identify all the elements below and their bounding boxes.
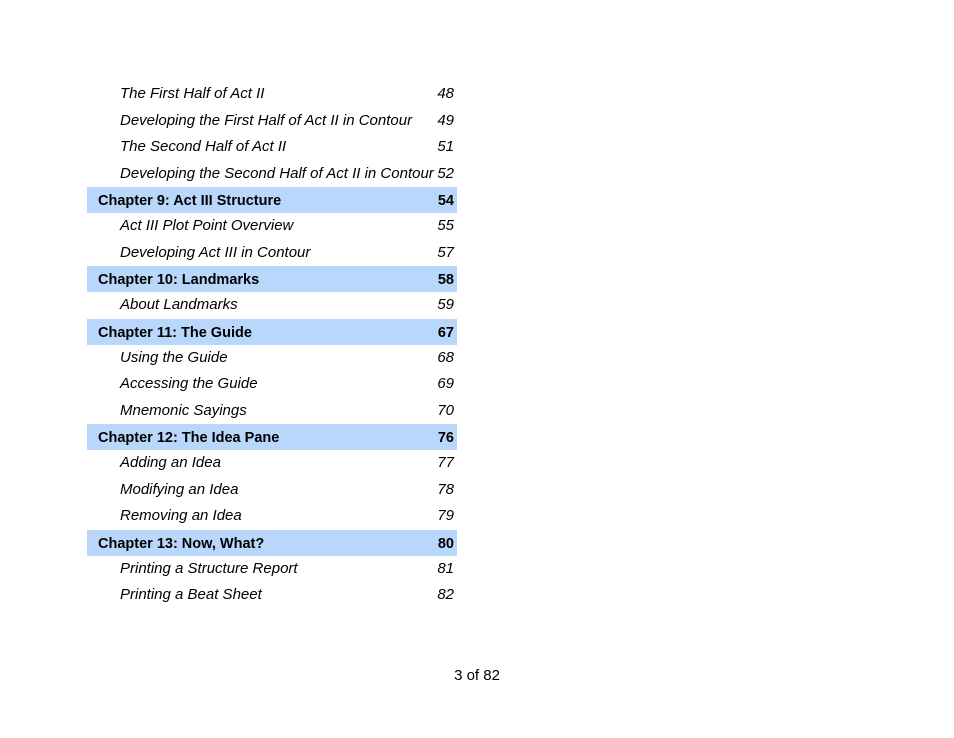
toc-item-row[interactable] xyxy=(87,582,457,609)
page-number: 80 xyxy=(437,535,454,552)
page-number: 69 xyxy=(437,375,454,392)
toc-chapter-row[interactable] xyxy=(87,187,457,213)
page-number: 81 xyxy=(437,559,454,577)
toc-item-row[interactable] xyxy=(87,240,457,267)
page-number: 77 xyxy=(437,454,454,471)
page-number: 54 xyxy=(437,193,454,209)
toc-item-row[interactable] xyxy=(87,371,457,398)
page-number: 48 xyxy=(437,85,454,102)
section-title: Developing the Second Half of Act II in Contour xyxy=(120,164,434,182)
section-title: Adding an Idea xyxy=(120,454,221,471)
toc-item-row[interactable] xyxy=(87,556,457,583)
section-title: Developing Act III in Contour xyxy=(120,243,311,261)
page-number: 52 xyxy=(437,164,454,182)
page-number: 67 xyxy=(437,324,454,341)
page-number: 78 xyxy=(437,480,454,498)
page-number: 49 xyxy=(437,111,454,129)
page-number: 58 xyxy=(437,272,454,288)
page-number: 68 xyxy=(437,348,454,366)
section-title: Accessing the Guide xyxy=(120,375,258,392)
toc-chapter-row[interactable] xyxy=(87,530,457,556)
toc-item-row[interactable] xyxy=(87,503,457,530)
toc-item-row[interactable] xyxy=(87,345,457,372)
section-title: Act III Plot Point Overview xyxy=(120,217,294,234)
toc-item-row[interactable] xyxy=(87,161,457,188)
section-title: Printing a Structure Report xyxy=(120,559,298,577)
section-title: Mnemonic Sayings xyxy=(120,401,247,419)
toc-item-row[interactable] xyxy=(87,108,457,135)
chapter-title: Chapter 10: Landmarks xyxy=(98,272,260,288)
page-number: 59 xyxy=(437,296,454,313)
page-number-footer: 3 of 82 xyxy=(454,667,500,684)
toc-item-row[interactable] xyxy=(87,398,457,425)
chapter-title: Chapter 9: Act III Structure xyxy=(98,193,282,209)
page-number: 82 xyxy=(437,586,454,603)
page-number: 79 xyxy=(437,507,454,524)
chapter-title: Chapter 13: Now, What? xyxy=(98,535,265,552)
section-title: Removing an Idea xyxy=(120,507,242,524)
section-title: The First Half of Act II xyxy=(120,85,265,102)
toc-chapter-row[interactable] xyxy=(87,319,457,345)
toc-item-row[interactable] xyxy=(87,477,457,504)
chapter-title: Chapter 12: The Idea Pane xyxy=(98,430,280,446)
section-title: The Second Half of Act II xyxy=(120,138,287,155)
section-title: Using the Guide xyxy=(120,348,228,366)
toc-item-row[interactable] xyxy=(87,450,457,477)
section-title: About Landmarks xyxy=(120,296,238,313)
toc-chapter-row[interactable] xyxy=(87,424,457,450)
toc-item-row[interactable] xyxy=(87,134,457,161)
section-title: Printing a Beat Sheet xyxy=(120,586,262,603)
chapter-title: Chapter 11: The Guide xyxy=(98,324,252,341)
toc-item-row[interactable] xyxy=(87,292,457,319)
table-of-contents xyxy=(87,81,457,609)
section-title: Modifying an Idea xyxy=(120,480,239,498)
toc-item-row[interactable] xyxy=(87,81,457,108)
page-number: 57 xyxy=(437,243,454,261)
toc-item-row[interactable] xyxy=(87,213,457,240)
page-number: 76 xyxy=(437,430,454,446)
page-number: 55 xyxy=(437,217,454,234)
page-number: 51 xyxy=(437,138,454,155)
page-number: 70 xyxy=(437,401,454,419)
section-title: Developing the First Half of Act II in Contour xyxy=(120,111,413,129)
toc-chapter-row[interactable] xyxy=(87,266,457,292)
